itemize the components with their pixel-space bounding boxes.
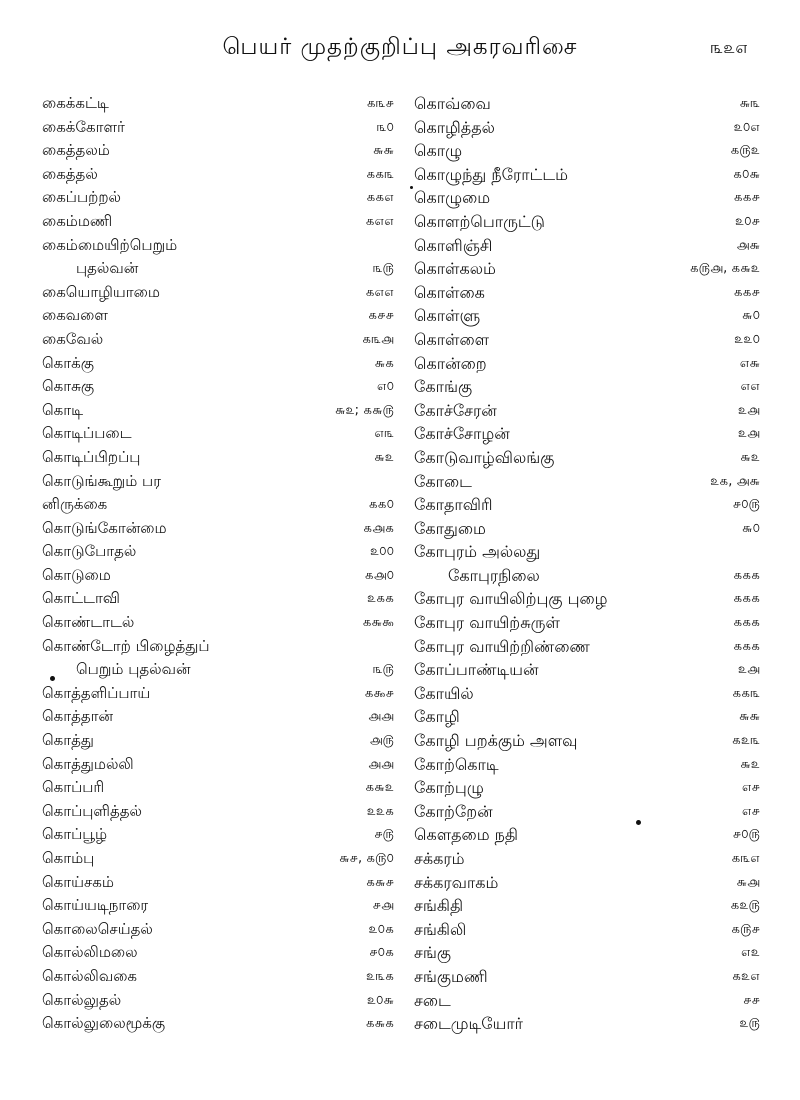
entry-term: கொடி [42,400,84,419]
entry-term: கோழி பறக்கும் அளவு [414,731,578,751]
entry-page-ref: ௬௦ [742,308,760,324]
entry-page-ref: ௨௦௧ [368,921,394,937]
entry-term: கோயில் [414,683,474,703]
left-entry [42,776,394,800]
entry-term: கோபுர வாயிலிற்புகு புழை [414,589,608,609]
entry-page-ref: ௬௧ [374,355,394,371]
entry-term: கொல்லிவகை [42,966,137,985]
right-entry [414,753,760,777]
entry-term: கைவேல் [42,329,104,348]
entry-page-ref: ௧௩௭ [731,851,760,866]
entry-term: சங்கு [414,943,451,963]
left-entry [42,234,394,258]
entry-page-ref: ௪௦௧ [369,945,394,961]
entry-page-ref: ௧௧௪ [733,190,760,206]
entry-term: கொக்கு [42,353,94,372]
entry-page-ref: ௧௨௭ [732,968,760,984]
entry-term: கொளிஞ்சி [414,235,493,255]
right-entry [414,210,760,234]
right-entry [414,375,760,399]
entry-term: சக்கரவாகம் [414,872,499,892]
entry-term: கோப்பாண்டியன் [414,660,539,680]
entry-term: கோச்சேரன் [414,400,497,420]
right-entry [414,304,760,328]
entry-term: கொள்கை [414,282,485,302]
entry-page-ref: ௪௫ [374,827,394,843]
right-entry [414,234,760,258]
entry-page-ref: ௮௮ [368,709,394,725]
page-number: ௩௨௭ [710,38,748,58]
entry-term: கொட்டாவி [42,589,120,608]
entry-term: கொசுகு [42,377,95,396]
left-entry [42,989,394,1013]
right-entry [414,894,760,918]
entry-term: கைம்மணி [42,211,113,230]
entry-page-ref: ௭௪ [741,803,760,819]
left-entry [42,257,394,281]
entry-page-ref: ௧௯௪ [364,685,394,701]
entry-page-ref: ௬௪, ௧௫௦ [339,851,394,866]
entry-term: கோபுர வாயிற்சுருள் [414,613,560,633]
right-entry [414,92,760,116]
entry-page-ref: ௬௨; ௧௬௫ [334,402,394,418]
entry-term: கொலைசெய்தல் [42,919,153,938]
entry-page-ref: ௨௮ [737,662,760,678]
ink-speck [410,186,413,189]
right-entry [414,729,760,753]
entry-term: கொழுந்து நீரோட்டம் [414,164,568,184]
entry-page-ref: ௨௧௧ [367,591,394,607]
right-entry [414,446,760,470]
left-entry [42,823,394,847]
entry-term: கோழி [414,707,460,727]
entry-page-ref: ௧௧௪ [733,284,760,300]
entry-page-ref: ௭௨ [741,945,760,961]
entry-page-ref: ௧௧௧ [733,615,760,631]
entry-page-ref: ௧௬௯ [362,615,394,631]
left-entry [42,965,394,989]
entry-page-ref: ௨௨௧ [366,803,394,819]
entry-term: கொய்யடிநாரை [42,896,149,915]
entry-term: கையொழியாமை [42,282,160,301]
entry-term: கோபுரநிலை [448,565,540,585]
entry-page-ref: ௨௨௦ [734,331,760,347]
entry-term: கொள்கலம் [414,259,496,279]
entry-page-ref: ௬௨ [374,449,394,465]
entry-term: கொத்து [42,731,94,750]
left-entry [42,800,394,824]
entry-term: கொத்துமல்லி [42,754,134,773]
right-entry [414,587,760,611]
right-entry [414,281,760,305]
entry-term: கொடுமை [42,565,111,584]
left-entry [42,540,394,564]
entry-page-ref: ௧௬௨ [365,780,394,796]
entry-term: கொன்றை [414,353,487,373]
entry-term: பெறும் புதல்வன் [76,660,191,679]
right-entry [414,517,760,541]
entry-page-ref: ௨௮ [737,402,760,418]
left-entry [42,163,394,187]
right-entry [414,941,760,965]
left-entry [42,1012,394,1036]
entry-page-ref: ௧௫௨ [730,143,760,159]
entry-term: கொடிப்படை [42,424,132,443]
entry-page-ref: ௮௮ [368,756,394,772]
right-entry [414,918,760,942]
right-entry [414,564,760,588]
entry-term: சடைமுடியோர் [414,1014,524,1034]
right-entry [414,1012,760,1036]
entry-term: கொல்லுலைமூக்கு [42,1014,166,1033]
entry-page-ref: ௬௬ [738,709,760,725]
right-entry [414,470,760,494]
right-entry [414,116,760,140]
entry-page-ref: ௪௪ [743,992,760,1008]
right-entry [414,800,760,824]
entry-term: கோதுமை [414,518,486,538]
entry-term: கொடுபோதல் [42,542,137,561]
left-entry [42,493,394,517]
entry-page-ref: ௧௧௧ [733,567,760,583]
entry-page-ref: ௭௩ [374,426,394,442]
entry-page-ref: ௭௭ [740,379,760,395]
entry-page-ref: ௧௮௦ [364,567,394,583]
entry-page-ref: ௧௧௩ [732,685,760,701]
entry-page-ref: ௧௩௪ [366,96,394,111]
left-entry [42,635,394,659]
entry-term: கொடுங்கூறும் பர [42,471,161,490]
left-entry [42,753,394,777]
right-entry [414,635,760,659]
entry-page-ref: ௧௨௫ [730,898,760,914]
entry-term: கைக்கட்டி [42,94,109,112]
entry-page-ref: ௧௨௩ [732,733,760,749]
entry-term: கோடுவாழ்விலங்கு [414,447,555,467]
entry-term: கொளற்பொருட்டு [414,211,545,231]
entry-term: சக்கரம் [414,849,465,868]
entry-term: கைக்கோளர் [42,117,125,136]
entry-term: கொழுமை [414,188,491,208]
entry-page-ref: ௪௮ [372,898,394,914]
entry-term: கொத்தான் [42,707,114,726]
left-entry [42,611,394,635]
left-entry [42,210,394,234]
entry-term: சங்கிலி [414,919,467,939]
right-entry [414,493,760,517]
entry-term: சங்குமணி [414,966,488,986]
left-entry [42,446,394,470]
right-entry [414,540,760,564]
entry-term: கைத்தலம் [42,141,110,160]
entry-term: கைத்தல் [42,164,98,183]
entry-page-ref: ௧௭௭ [365,284,394,300]
entry-page-ref: ௧௦௬ [733,166,760,182]
entry-term: கொள்ளு [414,306,481,326]
entry-page-ref: ௬௬ [372,143,394,159]
entry-page-ref: ௨௦௭ [733,119,760,135]
entry-page-ref: ௪௦௫ [732,497,760,513]
entry-page-ref: ௧௩௮ [362,331,394,347]
right-entry [414,658,760,682]
right-entry [414,847,760,871]
entry-page-ref: ௬௨ [740,449,760,465]
right-entry [414,871,760,895]
right-entry [414,139,760,163]
left-entry [42,705,394,729]
entry-term: கொள்ளை [414,329,490,349]
entry-page-ref: ௧௭௭ [365,213,394,229]
right-entry [414,257,760,281]
entry-page-ref: ௧௫௮, ௧௬௨ [689,261,760,277]
entry-page-ref: ௧௧௧ [733,591,760,607]
entry-page-ref: ௧௮௧ [363,520,394,536]
entry-page-ref: ௧௬௪ [366,874,394,890]
right-entry [414,163,760,187]
entry-term: கொண்டாடல் [42,613,135,632]
entry-term: சடை [414,990,451,1010]
left-entry [42,92,394,116]
ink-speck [636,820,641,825]
entry-page-ref: ௨௦௪ [734,213,760,229]
entry-page-ref: ௬௨ [740,756,760,772]
entry-page-ref: ௨௧, ௮௬ [710,473,760,489]
left-entry [42,116,394,140]
entry-term: கொடுங்கோன்மை [42,518,167,537]
right-entry [414,705,760,729]
left-entry [42,470,394,494]
left-index-column [42,92,394,1036]
entry-term: கோபுரம் அல்லது [414,542,541,562]
entry-term: சங்கிதி [414,896,464,916]
entry-page-ref: ௨௫ [739,1016,760,1032]
right-entry [414,422,760,446]
entry-term: கொண்டோற் பிழைத்துப் [42,636,210,655]
left-entry [42,375,394,399]
right-entry [414,965,760,989]
entry-term: கொடிப்பிறப்பு [42,447,141,466]
entry-term: கோபுர வாயிற்றிண்ணை [414,636,590,656]
left-entry [42,682,394,706]
left-entry [42,422,394,446]
entry-term: கைம்மையிற்பெறும் [42,235,178,254]
entry-term: கொல்லுதல் [42,990,122,1009]
entry-page-ref: ௨௦௬ [366,992,394,1008]
entry-term: கோற்றேன் [414,801,493,821]
entry-page-ref: ௧௧௭ [366,190,394,206]
entry-page-ref: ௬௦ [742,520,760,536]
entry-term: கொம்பு [42,849,95,867]
left-entry [42,871,394,895]
entry-page-ref: ௧௧௦ [368,497,394,513]
right-entry [414,186,760,210]
left-entry [42,587,394,611]
right-index-column [414,92,760,1036]
entry-term: கோற்கொடி [414,754,499,774]
entry-term: கோங்கு [414,377,473,397]
ink-speck [50,676,55,681]
entry-page-ref: ௨௩௧ [366,968,394,984]
entry-page-ref: ௮௬ [736,237,760,253]
entry-term: கொப்பரி [42,778,105,797]
entry-term: னிருக்கை [42,495,108,514]
left-entry [42,352,394,376]
entry-page-ref: ௭௬ [739,355,760,371]
left-entry [42,918,394,942]
entry-term: கொழு [414,141,463,161]
left-entry [42,564,394,588]
entry-page-ref: ௧௪௪ [368,308,394,324]
left-entry [42,328,394,352]
left-entry [42,399,394,423]
left-entry [42,847,394,871]
right-entry [414,399,760,423]
entry-page-ref: ௩௫ [372,261,394,277]
entry-term: கொழித்தல் [414,117,495,137]
entry-page-ref: ௩௫ [372,662,394,678]
entry-term: கோற்புழு [414,778,484,798]
entry-page-ref: ௧௧௩ [366,166,394,182]
entry-page-ref: ௪௦௫ [732,827,760,843]
left-entry [42,304,394,328]
right-entry [414,823,760,847]
entry-page-ref: ௧௫௪ [731,921,760,937]
entry-term: கைப்பற்றல் [42,188,121,207]
entry-page-ref: ௩௦ [376,119,394,135]
entry-page-ref: ௭௪ [741,780,760,796]
left-entry [42,139,394,163]
entry-term: கொப்புளித்தல் [42,801,143,820]
entry-page-ref: ௧௬௧ [365,1016,394,1032]
entry-term: கொப்பூழ் [42,825,108,844]
entry-term: கொல்லிமலை [42,943,138,962]
entry-term: புதல்வன் [76,259,139,278]
right-entry [414,611,760,635]
entry-page-ref: ௨௦௦ [369,544,394,560]
right-entry [414,682,760,706]
left-entry [42,186,394,210]
entry-page-ref: ௬௮ [736,874,760,890]
entry-term: கௌதமை நதி [414,825,519,845]
right-entry [414,776,760,800]
entry-term: கோச்சோழன் [414,424,510,444]
entry-term: கோடை [414,471,472,491]
right-entry [414,352,760,376]
entry-page-ref: ௧௧௧ [733,638,760,654]
entry-term: கொவ்வை [414,94,491,113]
left-entry [42,941,394,965]
entry-term: கோதாவிரி [414,495,493,515]
entry-term: கொய்சகம் [42,872,114,891]
left-entry [42,729,394,753]
page-title: பெயர் முதற்குறிப்பு அகரவரிசை [222,34,578,60]
right-entry [414,328,760,352]
entry-page-ref: ௨௮ [737,426,760,442]
entry-term: கொத்தளிப்பாய் [42,683,151,702]
left-entry [42,281,394,305]
entry-page-ref: ௮௫ [369,733,394,749]
entry-page-ref: ௬௩ [739,96,760,111]
entry-page-ref: ௭௦ [376,379,394,395]
right-entry [414,989,760,1013]
left-entry [42,517,394,541]
left-entry [42,658,394,682]
entry-term: கைவளை [42,306,108,325]
left-entry [42,894,394,918]
